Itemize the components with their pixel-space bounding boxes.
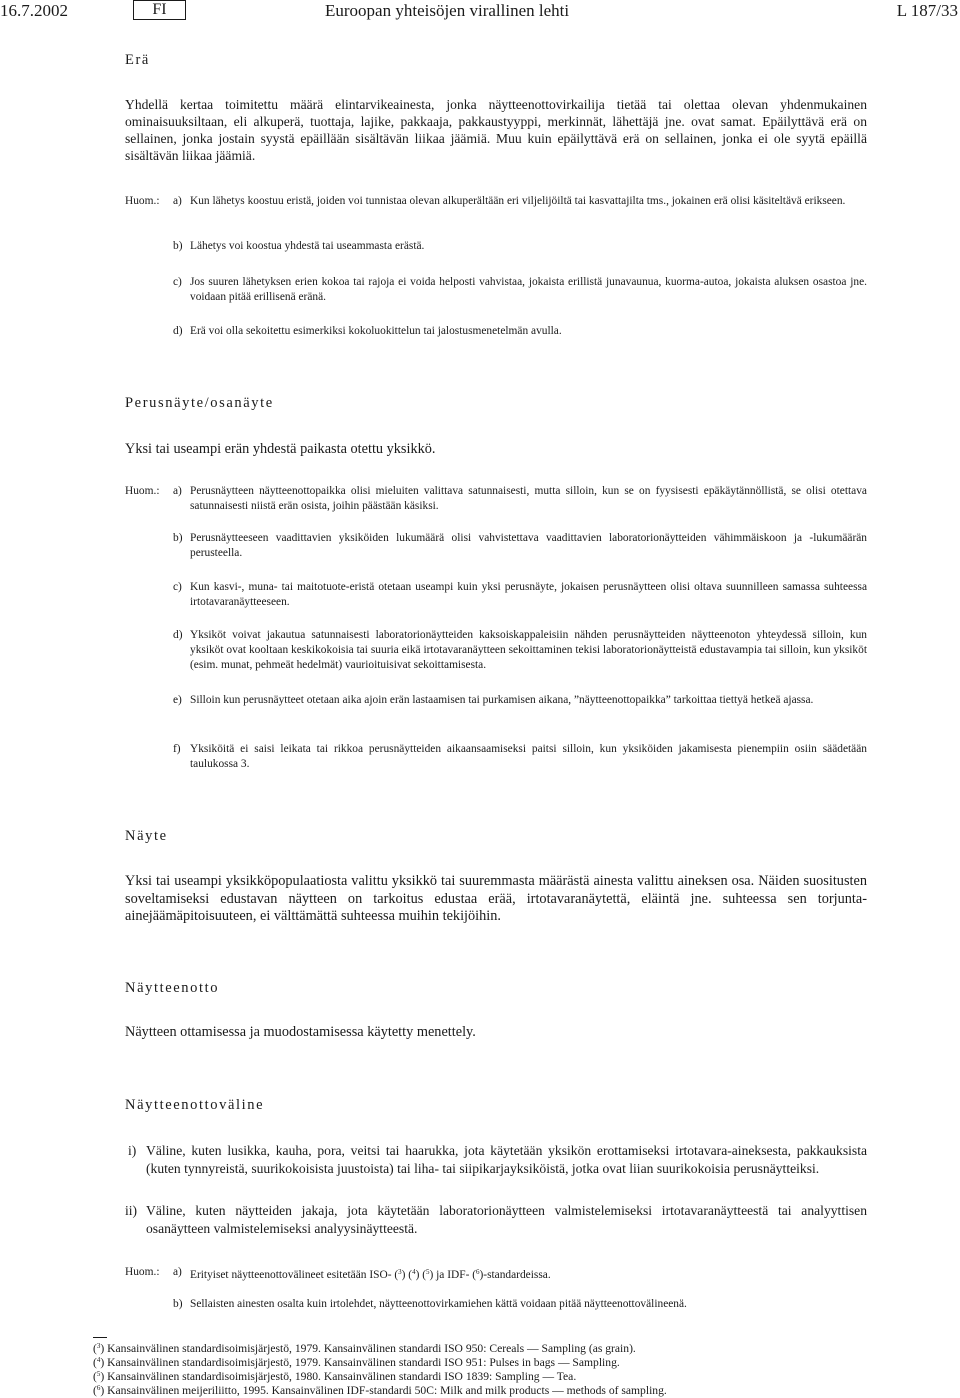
note-text: Perusnäytteen näytteenottopaikka olisi mieluiten valittava satunnaisesti, mutta silloin, kun se on fyysisesti epäkäytännöllistä, se olisi otettava satunnaisesti niistä erän osista, joihin päästään käsiksi. — [190, 485, 867, 512]
section-title-nayte: Näyte — [125, 828, 168, 844]
note-text: Kun kasvi-, muna- tai maitotuote-eristä otetaan useampi kuin yksi perusnäyte, jokaisen perusnäytteen olisi oltava suunnilleen samassa suhteessa irtotavaranäytteeseen. — [190, 581, 867, 608]
item-text: Väline, kuten näytteiden jakaja, jota käytetään laboratorionäytteen valmistelemiseksi irtotavaranäytteestä tai analyyttisen osanäytteen valmistelemiseksi analyysinäytteestä. — [146, 1203, 867, 1236]
footnote-rule — [93, 1337, 107, 1338]
note-label: Huom.: — [125, 195, 160, 207]
footnote-ref: 3 — [398, 1268, 402, 1276]
note-text: Silloin kun perusnäytteet otetaan aika ajoin erän lastaamisen tai purkamisen aikana, ”näytteenottopaikka” tarkoittaa tiettyä hetkeä ajassa. — [190, 694, 814, 706]
note-letter: a) — [173, 485, 182, 497]
section-para-perusnayte: Yksi tai useampi erän yhdestä paikasta otettu yksikkö. — [125, 441, 436, 457]
note-letter: c) — [173, 276, 182, 288]
note-label: Huom.: — [125, 485, 160, 497]
footnote-ref: 4 — [412, 1268, 416, 1276]
section-title-era: Erä — [125, 52, 150, 68]
note-letter: f) — [173, 743, 181, 755]
note-text: Perusnäytteeseen vaadittavien yksiköiden lukumäärä olisi vahvistettava vaadittavien laboratorionäytteiden vähimmäiskoon ja -lukumäärän perusteella. — [190, 532, 867, 559]
page-reference: L 187/33 — [896, 1, 958, 20]
footnote-ref: 6 — [476, 1268, 480, 1276]
journal-title: Euroopan yhteisöjen virallinen lehti — [325, 1, 570, 20]
page-header — [0, 0, 960, 22]
note-letter: b) — [173, 532, 183, 544]
note-letter: d) — [173, 325, 183, 337]
note-letter: e) — [173, 694, 182, 706]
footnote: ($^4$) Kansainvälinen standardisoimisjärjestö, 1979. Kansainvälinen standardi ISO 951: Pulses in bags — Sampling. — [93, 1356, 620, 1369]
item-text: Väline, kuten lusikka, kauha, pora, veitsi tai haarukka, jota käytetään yksikön erottamiseksi irtotavara-aineksesta, pakkauksista (kuten tynnyreistä, suurikokoisista juustoista) tai liha- tai siipikarjayksiköistä, jotka ovat liian suurikokoisia perusnäytteiksi. — [146, 1143, 867, 1176]
note-text-standards: Erityiset näytteenottovälineet esitetään ISO- ($^3$) ($^4$) ($^5$) ja IDF- ($^6$)-standardeissa. — [190, 1268, 551, 1281]
note-letter: b) — [173, 1298, 183, 1310]
language-badge: FI — [133, 0, 186, 20]
section-para-nayte: Yksi tai useampi yksikköpopulaatiosta valittu yksikkö tai suuremmasta määrästä ainesta valittu aineksen osa. Näiden suositusten soveltamiseksi edustavan näytteen on tarkoitus edustaa erää, irtotavaranäytettä, eläintä jne. suhteessa sen torjunta-ainejäämäpitoisuuteen, ei välttämättä suhteessa muihin tekijöihin. — [125, 873, 867, 924]
section-para-naytteenotto: Näytteen ottamisessa ja muodostamisessa käytetty menettely. — [125, 1024, 476, 1040]
note-text: Jos suuren lähetyksen erien kokoa tai rajoja ei voida helposti vahvistaa, jokaista erillistä junavaunua, kuorma-autoa, jokaista aluksen osastoa jne. voidaan pitää erillisenä eränä. — [190, 276, 867, 303]
footnote: ($^5$) Kansainvälinen standardisoimisjärjestö, 1980. Kansainvälinen standardi ISO 1839: Sampling — Tea. — [93, 1370, 577, 1383]
note-text: Yksiköitä ei saisi leikata tai rikkoa perusnäytteiden aikaansaamiseksi paitsi silloin, kun yksiköiden jakamisesta pienempiin osiin säädetään taulukossa 3. — [190, 743, 867, 770]
note-letter: b) — [173, 240, 183, 252]
note-text: Kun lähetys koostuu eristä, joiden voi tunnistaa olevan alkuperältään eri viljelijöiltä tai kasvattajilta tms., jokainen erä olisi käsiteltävä erikseen. — [190, 195, 846, 207]
note-text: Sellaisten ainesten osalta kuin irtolehdet, näytteenottovirkamiehen kättä voidaan pitää näytteenottovälineenä. — [190, 1298, 687, 1310]
section-title-perusnayte: Perusnäyte/osanäyte — [125, 395, 274, 411]
note-label: Huom.: — [125, 1266, 160, 1278]
note-letter: d) — [173, 629, 183, 641]
footnote-ref: 5 — [426, 1268, 430, 1276]
note-letter: c) — [173, 581, 182, 593]
footnote: ($^6$) Kansainvälinen meijeriliitto, 1995. Kansainvälinen IDF-standardi 50C: Milk and milk products — methods of sampling. — [93, 1384, 667, 1397]
section-para-era: Yhdellä kertaa toimitettu määrä elintarvikeainesta, jonka näytteenottovirkailija tietää tai olettaa olevan yhdenmukainen ominaisuuksiltaan, eli alkuperä, tuottaja, lajike, pakkaaja, pakkaustyyppi, merkinnät, lähettäjä jne. ovat samat. Epäilyttävä erä on sellainen, jonka jostain syystä epäillään sisältävän liikaa jäämiä. Muu kuin epäilyttävä erä on sellainen, jonka ei ole syytä epäillä sisältävän liikaa jäämiä. — [125, 97, 867, 163]
footnote: ($^3$) Kansainvälinen standardisoimisjärjestö, 1979. Kansainvälinen standardi ISO 950: Cereals — Sampling (as grain). — [93, 1342, 636, 1355]
note-text: Yksiköt voivat jakautua satunnaisesti laboratorionäytteiden kaksoiskappaleisiin nähden perusnäytteiden näytteenoton yhteydessä silloin, kun yksiköt ovat kooltaan keskikokoisia tai suuria eikä irtotavaranäytteen sekoittaminen tekisi laboratorionäytteistä edustavampia tai silloin, kun yksiköt (esim. munat, pehmeät hedelmät) vaurioituisivat sekoittamisesta. — [190, 629, 867, 671]
note-letter: a) — [173, 1266, 182, 1278]
item-number: i) — [128, 1143, 137, 1158]
section-title-naytteenottovaline: Näytteenottoväline — [125, 1097, 265, 1113]
section-title-naytteenotto: Näytteenotto — [125, 980, 220, 996]
item-number: ii) — [125, 1203, 138, 1218]
note-text: Lähetys voi koostua yhdestä tai useammasta erästä. — [190, 240, 425, 252]
note-text: Erä voi olla sekoitettu esimerkiksi kokoluokittelun tai jalostusmenetelmän avulla. — [190, 325, 562, 337]
header-date: 16.7.2002 — [0, 1, 68, 20]
note-letter: a) — [173, 195, 182, 207]
